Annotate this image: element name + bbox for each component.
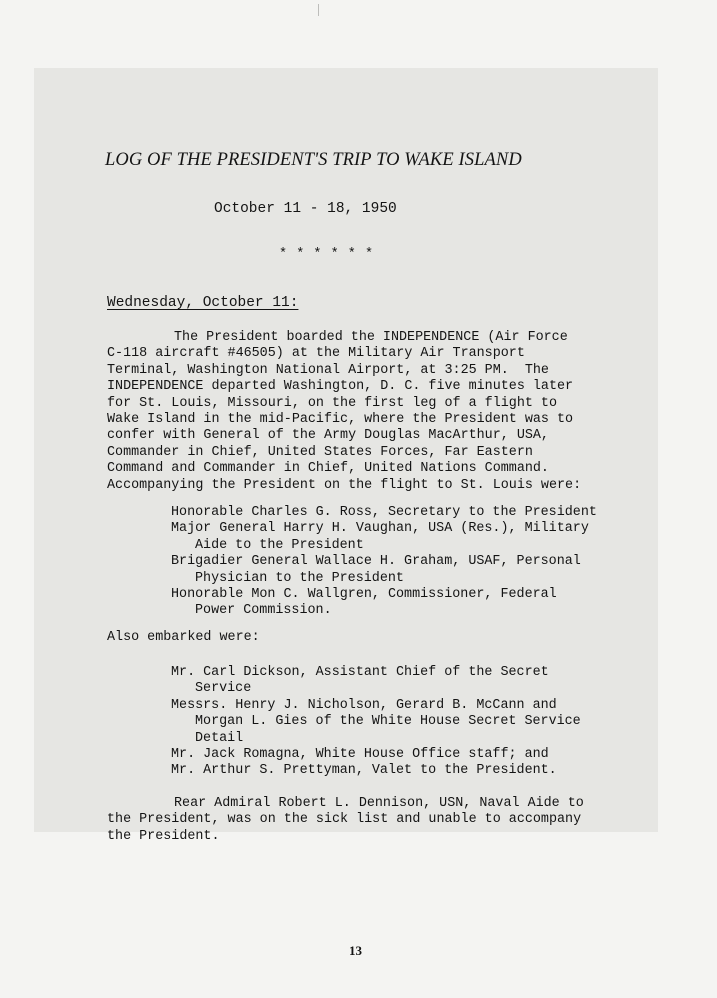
list-item (171, 505, 597, 521)
list-item-line: Mr. Arthur S. Prettyman, Valet to the President. (171, 763, 557, 779)
list-item (171, 521, 597, 554)
paragraph-line: The President boarded the INDEPENDENCE (Air Force (174, 330, 568, 345)
list-item-line: Power Commission. (195, 603, 332, 619)
paragraph-line: INDEPENDENCE departed Washington, D. C. five minutes later (107, 379, 574, 395)
list-item-line: Mr. Carl Dickson, Assistant Chief of the Secret (171, 665, 549, 680)
date-range: October 11 - 18, 1950 (214, 201, 397, 217)
paragraph-line: Terminal, Washington National Airport, at 3:25 PM. The (107, 362, 549, 378)
list-item-line: Messrs. Henry J. Nicholson, Gerard B. McCann and (171, 697, 557, 713)
list-item (171, 587, 597, 620)
embarked-list (171, 665, 581, 780)
paragraph-line: the President. (107, 828, 220, 844)
paragraph-line: for St. Louis, Missouri, on the first leg of a flight to (107, 395, 557, 411)
list-item-line: Service (195, 681, 252, 697)
list-item-line: Brigadier General Wallace H. Graham, USAF, Personal (171, 554, 581, 570)
paragraph-line: C-118 aircraft #46505) at the Military Air Transport (107, 346, 525, 362)
list-item-line: Honorable Charles G. Ross, Secretary to the President (171, 505, 597, 520)
list-item-line: Mr. Jack Romagna, White House Office staff; and (171, 747, 549, 763)
list-item (171, 698, 581, 747)
list-item-line: Detail (195, 730, 244, 746)
list-item-line: Aide to the President (195, 537, 364, 553)
list-item-line: Major General Harry H. Vaughan, USA (Res.), Military (171, 521, 589, 537)
list-item (171, 763, 581, 779)
separator-asterisks: * * * * * * (279, 247, 374, 262)
scan-smudge (318, 4, 319, 16)
list-item-line: Physician to the President (195, 570, 404, 586)
paragraph-line: Commander in Chief, United States Forces, Far Eastern (107, 444, 533, 460)
list-item (171, 747, 581, 763)
embarked-heading: Also embarked were: (107, 630, 260, 645)
paragraph-line: Accompanying the President on the flight to St. Louis were: (107, 477, 582, 493)
list-item (171, 665, 581, 698)
list-item-line: Honorable Mon C. Wallgren, Commissioner, Federal (171, 587, 557, 603)
paragraph-line: the President, was on the sick list and unable to accompany (107, 812, 582, 828)
accompanying-party-list (171, 505, 597, 620)
day-heading: Wednesday, October 11: (107, 295, 299, 311)
departure-paragraph (107, 330, 581, 494)
list-item-line: Morgan L. Gies of the White House Secret Service (195, 714, 581, 730)
paragraph-line: Command and Commander in Chief, United Nations Command. (107, 461, 549, 477)
paragraph-line: Rear Admiral Robert L. Dennison, USN, Naval Aide to (174, 796, 584, 811)
paragraph-line: confer with General of the Army Douglas MacArthur, USA, (107, 428, 549, 444)
page-number: 13 (349, 943, 362, 958)
naval-aide-paragraph (107, 796, 584, 845)
paragraph-line: Wake Island in the mid-Pacific, where the President was to (107, 412, 574, 428)
page-title: LOG OF THE PRESIDENT'S TRIP TO WAKE ISLAND (105, 150, 522, 170)
list-item (171, 554, 597, 587)
